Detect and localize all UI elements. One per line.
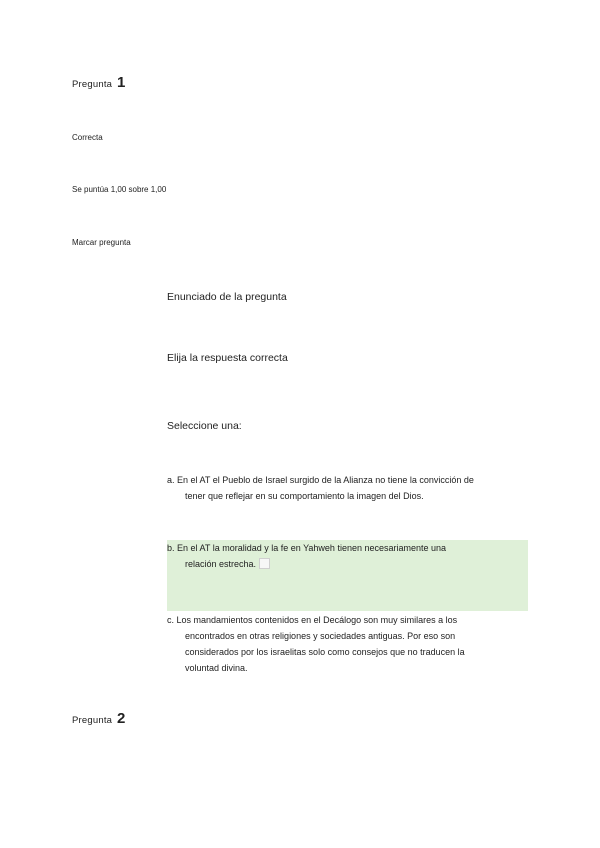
answer-option-c[interactable]: [167, 612, 528, 682]
question-label: Pregunta: [72, 715, 113, 726]
answer-line-wrap: [167, 556, 528, 572]
question-number: 2: [117, 710, 126, 727]
question-state: Correcta: [72, 133, 103, 142]
answer-line: considerados por los israelitas solo como consejos que no traducen la: [185, 647, 465, 657]
question-text-heading: Enunciado de la pregunta: [167, 291, 287, 303]
answer-line: voluntad divina.: [185, 663, 248, 673]
question-number: 1: [117, 74, 126, 91]
question-grade: Se puntúa 1,00 sobre 1,00: [72, 185, 167, 194]
correct-check-icon: [259, 558, 270, 569]
question-2-header: [72, 710, 126, 727]
answer-option-b[interactable]: [167, 540, 528, 611]
answer-line: tener que reflejar en su comportamiento la imagen del Dios.: [185, 491, 424, 501]
answer-line: a. En el AT el Pueblo de Israel surgido de la Alianza no tiene la convicción de: [167, 475, 474, 485]
answer-line: c. Los mandamientos contenidos en el Decálogo son muy similares a los: [167, 615, 458, 625]
answer-line: encontrados en otras religiones y sociedades antiguas. Por eso son: [185, 631, 456, 641]
question-text: Elija la respuesta correcta: [167, 352, 288, 364]
answer-line: b. En el AT la moralidad y la fe en Yahweh tienen necesariamente una: [167, 543, 447, 553]
flag-question-link[interactable]: Marcar pregunta: [72, 238, 131, 247]
answer-prompt: Seleccione una:: [167, 420, 242, 432]
question-1-header: [72, 74, 126, 91]
answer-line: relación estrecha.: [185, 559, 257, 569]
question-label: Pregunta: [72, 79, 113, 90]
answer-option-a[interactable]: [167, 472, 528, 508]
